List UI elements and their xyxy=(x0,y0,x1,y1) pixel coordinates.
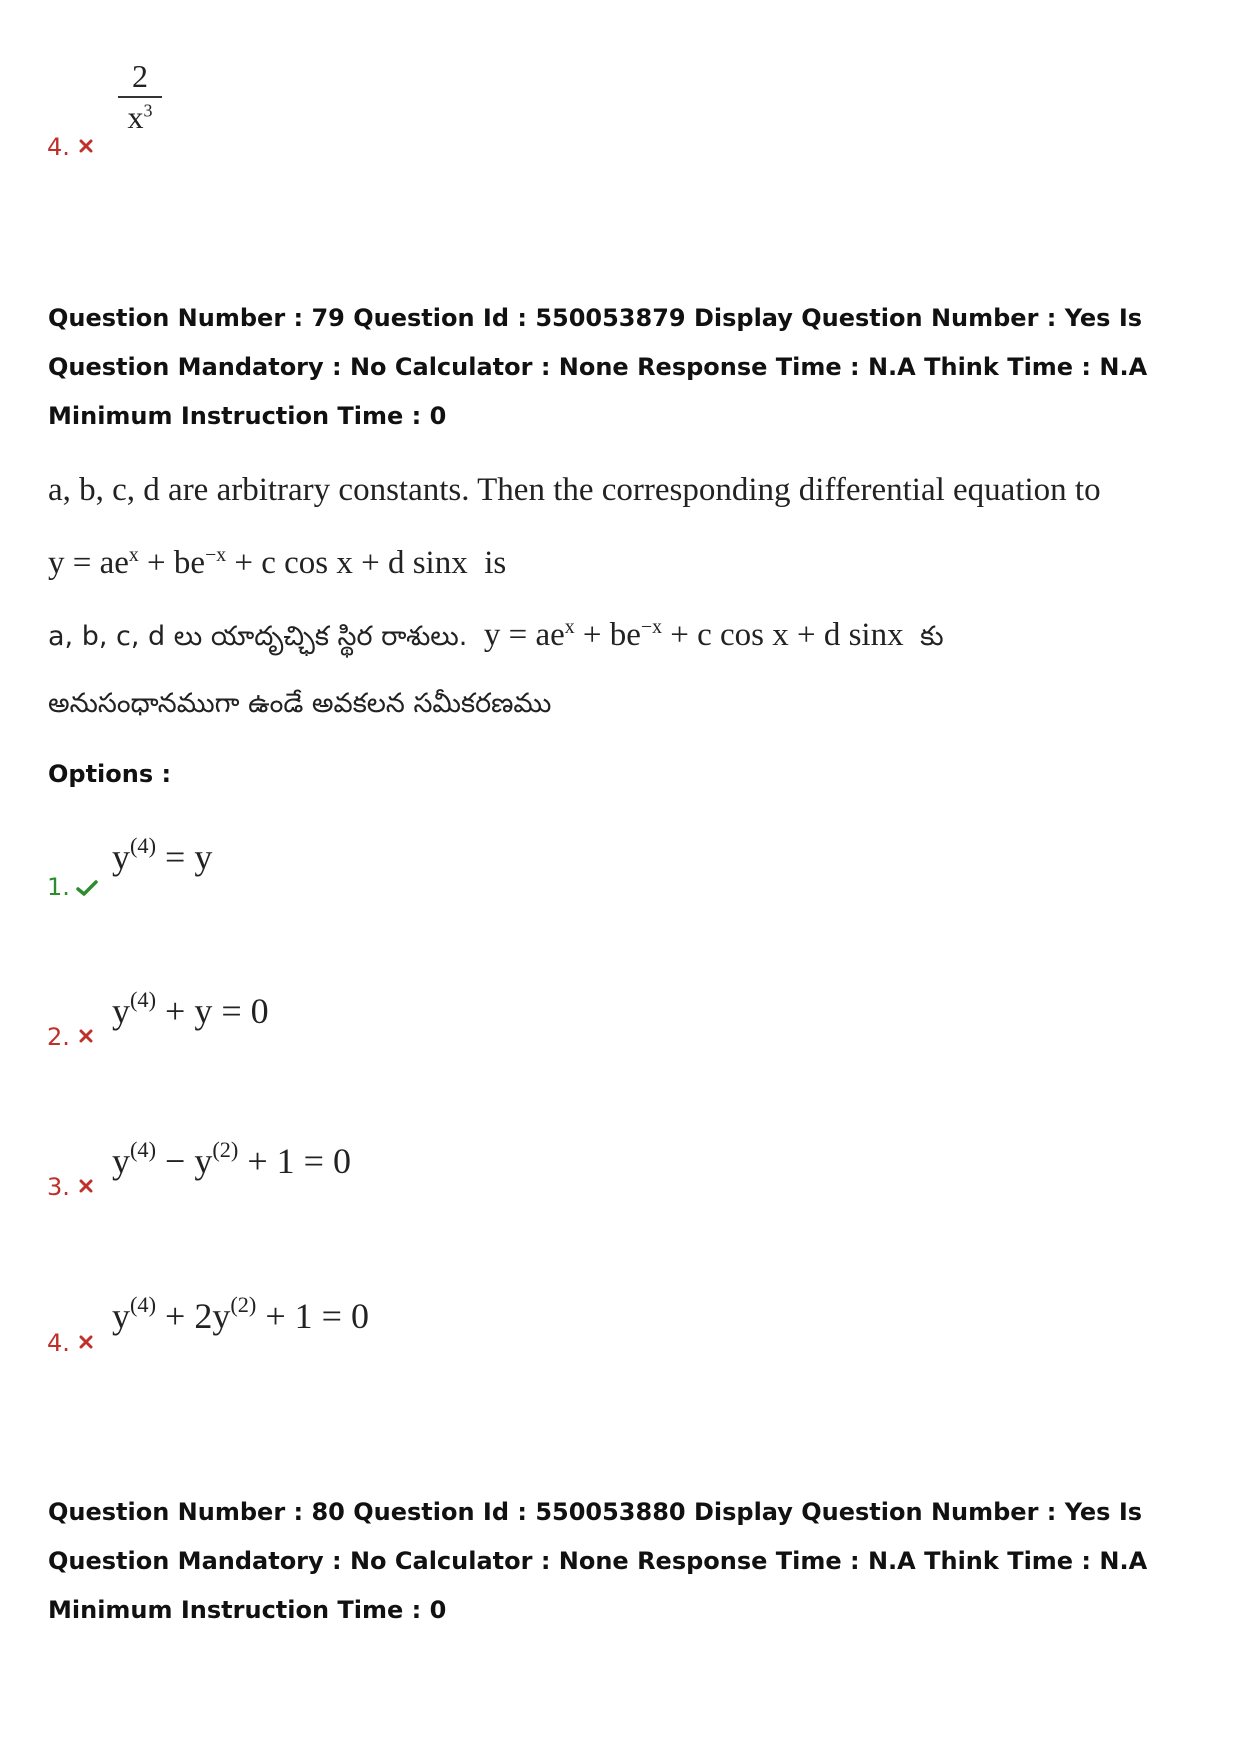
prev-option-4 xyxy=(47,133,70,161)
fraction-denominator: $x^3$ xyxy=(127,99,153,135)
question-equation: $y = ae^x + be^{-x} + c$ cos x + d sinx is xyxy=(48,544,507,581)
question-text-telugu: a, b, c, d లు యాదృచ్ఛిక స్థిర రాశులు. $y = ae^x + be^{-x} + c$ cos x + d sinx కు xyxy=(48,616,944,653)
option-1[interactable] xyxy=(47,873,70,901)
fraction-bar xyxy=(118,96,162,98)
fraction-numerator: 2 xyxy=(132,58,148,94)
question-80-header: Question Number : 80 Question Id : 550053880 Display Question Number : Yes Is Question Mandatory : No Calculator : None Response Time : N.A Think Time : N.A Minimum Instruction Time : 0 xyxy=(48,1498,1148,1624)
option-4[interactable] xyxy=(47,1329,70,1357)
option-number: 2. xyxy=(47,1023,70,1051)
option-number: 3. xyxy=(47,1173,70,1201)
cross-icon xyxy=(79,1179,93,1193)
fraction-expression xyxy=(118,58,162,134)
question-text-telugu-line2: అనుసంధానముగా ఉండే అవకలన సమీకరణము xyxy=(48,688,552,719)
options-label: Options : xyxy=(48,760,172,788)
check-icon xyxy=(76,879,98,897)
option-1-expression: $y^{(4)} = y$ xyxy=(112,832,213,877)
option-3[interactable] xyxy=(47,1173,70,1201)
cross-icon xyxy=(79,1335,93,1349)
option-number: 4. xyxy=(47,133,70,161)
question-79-header: Question Number : 79 Question Id : 550053879 Display Question Number : Yes Is Question Mandatory : No Calculator : None Response Time : N.A Think Time : N.A Minimum Instruction Time : 0 xyxy=(48,304,1148,430)
option-number: 1. xyxy=(47,873,70,901)
option-3-expression: $y^{(4)} - y^{(2)} + 1 = 0$ xyxy=(112,1136,351,1181)
option-2[interactable] xyxy=(47,1023,70,1051)
option-number: 4. xyxy=(47,1329,70,1357)
option-2-expression: $y^{(4)} + y = 0$ xyxy=(112,986,269,1031)
question-text-english: a, b, c, d are arbitrary constants. Then the corresponding differential equation to xyxy=(48,472,1101,508)
option-4-expression: $y^{(4)} + 2y^{(2)} + 1 = 0$ xyxy=(112,1291,369,1336)
cross-icon xyxy=(79,139,93,153)
cross-icon xyxy=(79,1029,93,1043)
